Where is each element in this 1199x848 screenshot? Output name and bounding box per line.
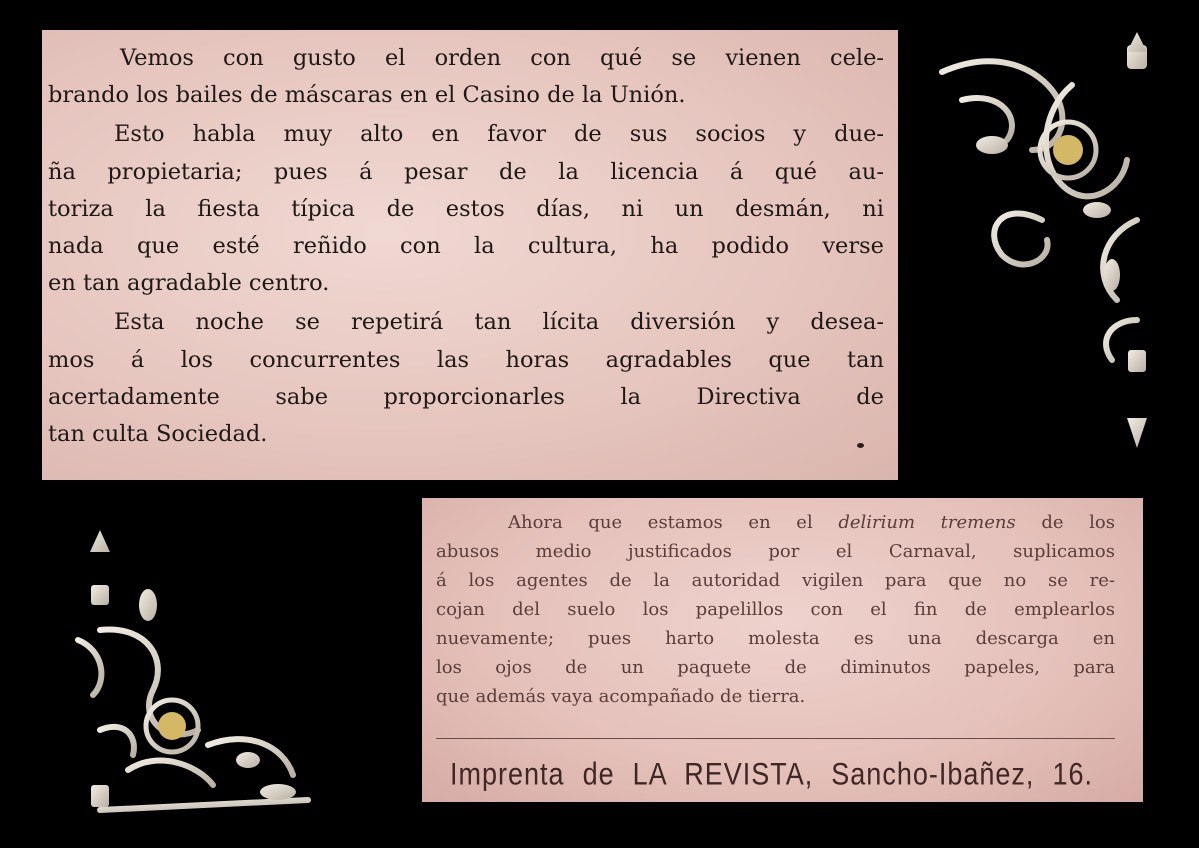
text-line: tan culta Sociedad. (48, 420, 268, 447)
text-line: que además vaya acompañado de tierra. (436, 686, 806, 707)
ink-spot (857, 443, 864, 448)
text-line: Esta noche se repetirá tan lícita diversión y desea- (114, 309, 884, 336)
clipping-bottom (422, 498, 1143, 802)
text-line: Vemos con gusto el orden con qué se vienen cele- (120, 45, 884, 71)
paragraph-3 (48, 304, 884, 453)
text-line: los ojos de un paquete de diminutos papeles, para (436, 657, 1115, 678)
text-line: nuevamente; pues harto molesta es una descarga en (436, 628, 1115, 649)
text-segment: de los (1015, 512, 1115, 533)
paragraph-1 (48, 40, 884, 114)
text-segment: Ahora que estamos en el (508, 512, 839, 533)
italic-phrase: delirium tremens (838, 512, 1016, 533)
text-line: brando los bailes de máscaras en el Casino de la Unión. (48, 82, 686, 109)
gold-rosette-icon (1053, 135, 1083, 165)
text-line: á los agentes de la autoridad vigilen para que no se re- (436, 570, 1115, 591)
text-line: en tan agradable centro. (48, 270, 330, 297)
text-line: ña propietaria; pues á pesar de la licencia á qué au- (48, 158, 884, 185)
printer-imprint: Imprenta de LA REVISTA, Sancho-Ibañez, 16. (450, 756, 1093, 792)
text-line: nada que esté reñido con la cultura, ha podido verse (48, 232, 884, 259)
corner-ornament-top-right (922, 20, 1184, 448)
paragraph-2 (48, 116, 884, 302)
text-line: cojan del suelo los papelillos con el fin de emplearlos (436, 599, 1115, 620)
text-line: toriza la fiesta típica de estos días, ni un desmán, ni (48, 195, 884, 222)
divider-rule (436, 738, 1115, 739)
text-line: acertadamente sabe proporcionarles la Directiva de (48, 383, 884, 410)
corner-ornament-bottom-left (48, 530, 323, 822)
text-line: abusos medio justificados por el Carnaval, suplicamos (436, 541, 1115, 562)
text-line (436, 508, 1115, 537)
clipping-top (42, 30, 898, 480)
gold-rosette-icon (158, 712, 186, 740)
text-line: mos á los concurrentes las horas agradables que tan (48, 346, 884, 373)
text-line: Esto habla muy alto en favor de sus socios y due- (114, 121, 884, 148)
